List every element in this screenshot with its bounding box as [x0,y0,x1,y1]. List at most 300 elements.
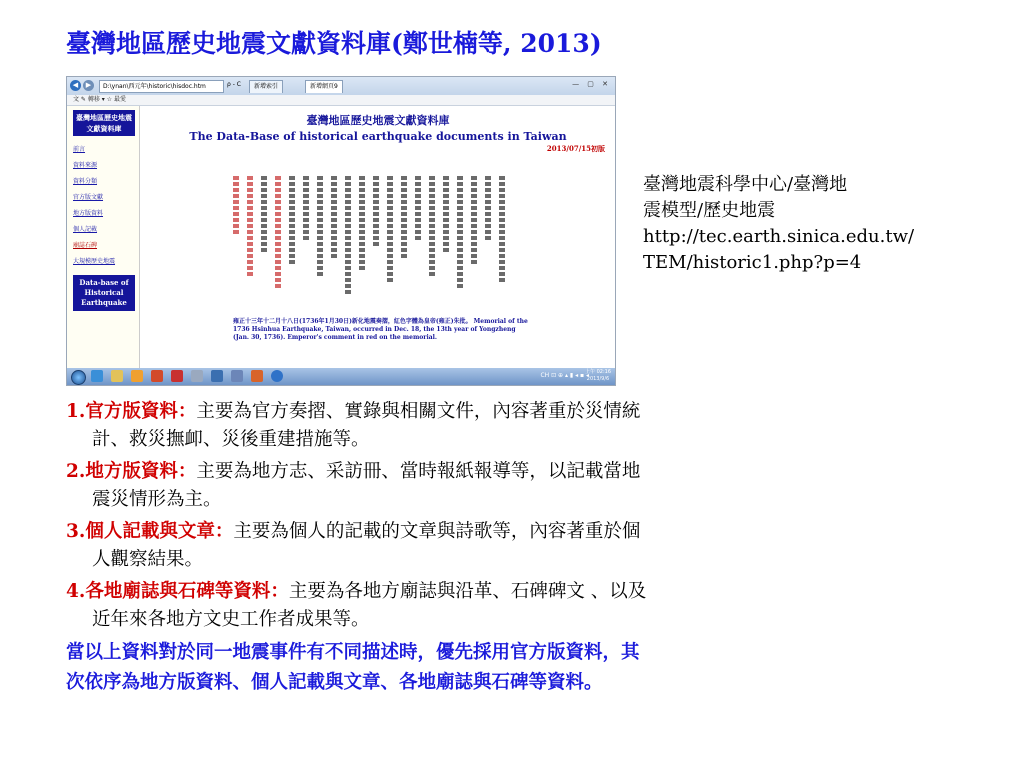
document-script-stroke [443,212,449,216]
document-script-stroke [387,218,393,222]
document-script-stroke [247,194,253,198]
sidebar-item-large-quakes[interactable]: 大規模歷史地震 [73,258,116,265]
document-script-stroke [387,260,393,264]
source-url[interactable]: http://tec.earth.sinica.edu.tw/ [643,226,915,247]
content-caption: 雍正十三年十二月十八日(1736年1月30日)新化地震奏摺，紅色字體為皇帝(雍正)朱批。 Memorial of the 1736 Hsinhua Earthquake, Taiwan, occurred in Dec. 18, the 13th year of Yongzheng (Jan. 30, 1736). Emperor's comment in red on the memorial. [233,318,528,341]
document-script-stroke [345,248,351,252]
content-date: 2013/07/15初版 [546,144,605,153]
item-label: 4.各地廟誌與石碑等資料： [66,581,289,602]
document-script-stroke [345,188,351,192]
document-script-stroke [331,188,337,192]
document-script-stroke [429,218,435,222]
browser-tab-active[interactable]: 新增網頁9 [305,80,343,93]
sidebar-footer: Data-base of Historical Earthquake [73,275,135,311]
document-script-stroke [499,260,505,264]
document-script-stroke [429,242,435,246]
document-script-stroke [359,182,365,186]
document-script-stroke [485,200,491,204]
back-icon[interactable]: ◀ [70,80,81,91]
browser-tab[interactable]: 新增索引 [249,80,283,93]
document-script-stroke [359,248,365,252]
document-script-stroke [233,224,239,228]
document-script-stroke [359,260,365,264]
document-script-stroke [485,230,491,234]
document-script-stroke [247,188,253,192]
document-script-stroke [387,236,393,240]
document-script-stroke [457,224,463,228]
document-script-stroke [317,218,323,222]
app2-icon[interactable] [191,370,203,382]
document-script-stroke [359,236,365,240]
page-content [143,106,613,368]
document-script-stroke [261,188,267,192]
document-script-stroke [457,278,463,282]
document-script-stroke [289,248,295,252]
document-script-stroke [415,176,421,180]
document-script-stroke [415,218,421,222]
document-script-stroke [247,176,253,180]
document-script-stroke [331,206,337,210]
document-script-stroke [289,200,295,204]
document-script-stroke [457,194,463,198]
document-script-stroke [303,200,309,204]
document-script-stroke [261,212,267,216]
document-script-stroke [373,230,379,234]
document-script-stroke [317,194,323,198]
document-script-stroke [289,230,295,234]
item-label: 1.官方版資料： [66,401,197,422]
document-script-stroke [233,182,239,186]
document-script-stroke [373,212,379,216]
sidebar-item-preface[interactable]: 前言 [73,146,86,153]
document-script-stroke [387,272,393,276]
document-script-stroke [247,260,253,264]
document-script-stroke [429,266,435,270]
document-script-stroke [275,176,281,180]
document-script-stroke [485,194,491,198]
document-script-stroke [415,236,421,240]
document-script-stroke [331,182,337,186]
pdf-icon[interactable] [171,370,183,382]
document-script-stroke [289,194,295,198]
document-script-stroke [247,212,253,216]
document-script-stroke [233,200,239,204]
document-script-stroke [247,272,253,276]
sidebar-item-local[interactable]: 地方版資料 [73,210,104,217]
document-script-stroke [401,236,407,240]
document-script-stroke [275,230,281,234]
document-script-stroke [457,182,463,186]
document-script-stroke [317,230,323,234]
document-script-stroke [499,278,505,282]
document-script-stroke [317,188,323,192]
document-script-stroke [373,218,379,222]
document-script-stroke [317,236,323,240]
document-script-stroke [373,194,379,198]
document-script-stroke [331,242,337,246]
document-script-stroke [443,236,449,240]
document-script-stroke [429,224,435,228]
document-script-stroke [275,272,281,276]
document-script-stroke [261,218,267,222]
document-script-stroke [289,188,295,192]
document-script-stroke [345,278,351,282]
document-script-stroke [429,272,435,276]
folder-icon[interactable] [111,370,123,382]
document-script-stroke [485,224,491,228]
clock[interactable] [585,369,611,383]
document-script-stroke [499,272,505,276]
document-script-stroke [429,260,435,264]
app-icon[interactable] [151,370,163,382]
document-script-stroke [401,248,407,252]
document-script-stroke [443,248,449,252]
document-script-stroke [499,248,505,252]
document-script-stroke [261,224,267,228]
document-script-stroke [275,236,281,240]
window-controls[interactable]: — ▢ ✕ [572,80,611,88]
clock-time: 上午 02:16 [585,369,611,375]
document-script-stroke [247,230,253,234]
document-script-stroke [317,182,323,186]
document-script-stroke [429,182,435,186]
document-script-stroke [289,224,295,228]
document-script-stroke [415,212,421,216]
content-title-en: The Data-Base of historical earthquake documents in Taiwan [189,130,567,143]
powerpoint-icon[interactable] [251,370,263,382]
sidebar-item-sources[interactable]: 資料來源 [73,162,98,169]
document-script-stroke [233,188,239,192]
sidebar-item-classification[interactable]: 資料分類 [73,178,98,185]
document-script-stroke [345,260,351,264]
document-script-stroke [345,206,351,210]
app3-icon[interactable] [231,370,243,382]
document-script-stroke [485,188,491,192]
document-script-stroke [415,206,421,210]
document-script-stroke [373,206,379,210]
document-script-stroke [303,236,309,240]
document-script-stroke [359,254,365,258]
document-script-stroke [499,218,505,222]
document-script-stroke [429,236,435,240]
document-script-stroke [317,206,323,210]
browser-titlebar [67,77,615,95]
item-text: 主要為官方奏摺、實錄與相關文件，內容著重於災情統 [196,401,641,422]
document-script-stroke [275,188,281,192]
document-script-stroke [261,194,267,198]
document-script-stroke [289,206,295,210]
document-script-stroke [345,266,351,270]
document-script-stroke [345,212,351,216]
document-script-stroke [233,230,239,234]
item-text: 主要為各地方廟誌與沿革、石碑碑文 、以及 [288,581,647,602]
document-script-stroke [471,176,477,180]
document-script-stroke [401,176,407,180]
sidebar-item-official[interactable]: 官方版文獻 [73,194,104,201]
document-script-stroke [275,200,281,204]
document-script-stroke [373,224,379,228]
document-script-stroke [499,200,505,204]
item-label: 3.個人記載與文章： [66,521,234,542]
sidebar-header: 臺灣地區歷史地震文獻資料庫 [73,110,135,136]
document-script-stroke [429,176,435,180]
document-script-stroke [457,218,463,222]
document-script-stroke [261,242,267,246]
ie-icon[interactable] [91,370,103,382]
document-script-stroke [373,200,379,204]
document-script-stroke [317,200,323,204]
document-script-stroke [289,182,295,186]
document-script-stroke [471,242,477,246]
document-script-stroke [471,200,477,204]
category-list [66,398,966,698]
document-script-stroke [443,188,449,192]
document-script-stroke [247,242,253,246]
document-script-stroke [471,224,477,228]
taskbar [67,368,615,385]
document-script-stroke [499,242,505,246]
document-script-stroke [289,242,295,246]
document-script-stroke [471,248,477,252]
media-icon[interactable] [131,370,143,382]
document-script-stroke [303,212,309,216]
document-script-stroke [471,212,477,216]
document-script-stroke [429,200,435,204]
document-script-stroke [359,188,365,192]
document-script-stroke [233,194,239,198]
document-script-stroke [331,200,337,204]
document-script-stroke [387,230,393,234]
document-script-stroke [345,194,351,198]
document-script-stroke [499,266,505,270]
word-icon[interactable] [211,370,223,382]
document-script-stroke [317,248,323,252]
document-script-stroke [275,284,281,288]
document-script-stroke [359,224,365,228]
document-script-stroke [345,176,351,180]
item-text-cont: 近年來各地方文史工作者成果等。 [92,609,370,630]
document-script-stroke [261,182,267,186]
document-script-stroke [471,236,477,240]
document-script-stroke [303,224,309,228]
document-script-stroke [457,188,463,192]
document-script-stroke [331,248,337,252]
document-script-stroke [345,242,351,246]
document-script-stroke [401,254,407,258]
document-script-stroke [471,218,477,222]
document-script-stroke [359,242,365,246]
document-script-stroke [499,236,505,240]
document-script-stroke [261,200,267,204]
document-script-stroke [289,236,295,240]
document-script-stroke [485,206,491,210]
document-script-stroke [261,230,267,234]
document-script-stroke [415,182,421,186]
document-script-stroke [345,254,351,258]
item-text: 主要為地方志、采訪冊、當時報紙報導等，以記載當地 [196,461,641,482]
document-script-stroke [289,254,295,258]
item-text-cont: 震災情形為主。 [92,489,222,510]
document-script-stroke [415,224,421,228]
document-script-stroke [401,230,407,234]
document-script-stroke [345,230,351,234]
document-script-stroke [429,212,435,216]
system-tray[interactable]: CH ⊡ ⊕ ▴ ▮ ◂ ▪ ◂ [540,372,589,379]
document-script-stroke [317,212,323,216]
document-script-stroke [499,230,505,234]
document-script-stroke [429,230,435,234]
document-script-stroke [387,188,393,192]
list-item [66,398,966,454]
document-script-stroke [457,254,463,258]
document-script-stroke [471,188,477,192]
document-script-stroke [331,176,337,180]
document-script-stroke [485,236,491,240]
document-script-stroke [275,248,281,252]
site-sidebar [67,106,140,368]
document-script-stroke [317,266,323,270]
document-script-stroke [401,194,407,198]
browser-menubar[interactable]: 文 ✎ 轉移 ▾ ☆ 最愛 [67,95,615,106]
document-script-stroke [247,224,253,228]
document-script-stroke [387,176,393,180]
document-script-stroke [275,206,281,210]
document-script-stroke [457,260,463,264]
document-script-stroke [247,236,253,240]
document-script-stroke [303,218,309,222]
document-script-stroke [401,200,407,204]
document-script-stroke [373,242,379,246]
document-script-stroke [331,194,337,198]
document-script-stroke [387,194,393,198]
document-script-stroke [387,200,393,204]
document-script-stroke [331,254,337,258]
document-script-stroke [261,176,267,180]
document-script-stroke [457,242,463,246]
document-script-stroke [233,218,239,222]
list-item [66,458,966,514]
document-script-stroke [275,266,281,270]
document-script-stroke [401,212,407,216]
document-script-stroke [499,176,505,180]
document-script-stroke [485,176,491,180]
list-item [66,578,966,634]
document-script-stroke [429,188,435,192]
document-script-stroke [429,194,435,198]
document-script-stroke [387,278,393,282]
document-script-stroke [499,194,505,198]
document-script-stroke [401,206,407,210]
document-script-stroke [443,200,449,204]
document-script-stroke [247,218,253,222]
document-script-stroke [499,206,505,210]
document-script-stroke [331,212,337,216]
start-button-icon[interactable] [71,370,86,385]
document-script-stroke [303,176,309,180]
document-script-stroke [359,230,365,234]
source-line: 震模型/歷史地震 [643,200,776,221]
item-text: 主要為個人的記載的文章與詩歌等，內容著重於個 [233,521,641,542]
document-script-stroke [359,200,365,204]
document-script-stroke [331,230,337,234]
document-script-stroke [359,194,365,198]
document-script-stroke [457,230,463,234]
source-url[interactable]: TEM/historic1.php?p=4 [643,252,862,273]
document-script-stroke [485,182,491,186]
document-script-stroke [485,218,491,222]
document-script-stroke [317,272,323,276]
document-script-stroke [457,248,463,252]
address-controls[interactable]: ρ - C [227,81,241,88]
document-script-stroke [345,284,351,288]
document-script-stroke [359,266,365,270]
document-script-stroke [387,242,393,246]
sidebar-item-personal[interactable]: 個人記載 [73,226,98,233]
document-script-stroke [275,224,281,228]
list-item [66,518,966,574]
sidebar-item-temple-stele[interactable]: 廟誌石碑 [73,242,98,249]
document-script-stroke [415,230,421,234]
document-script-stroke [401,242,407,246]
document-script-stroke [261,248,267,252]
document-script-stroke [415,200,421,204]
document-script-stroke [401,188,407,192]
document-script-stroke [317,254,323,258]
document-script-stroke [275,212,281,216]
document-script-stroke [387,224,393,228]
document-script-stroke [471,206,477,210]
document-script-stroke [457,212,463,216]
document-script-stroke [443,206,449,210]
document-script-stroke [429,248,435,252]
document-script-stroke [401,182,407,186]
document-script-stroke [275,218,281,222]
document-script-stroke [443,182,449,186]
document-script-stroke [359,206,365,210]
document-script-stroke [289,212,295,216]
document-script-stroke [443,230,449,234]
document-script-stroke [387,248,393,252]
document-script-stroke [359,176,365,180]
document-script-stroke [499,224,505,228]
document-script-stroke [261,236,267,240]
document-script-stroke [247,254,253,258]
document-script-stroke [233,212,239,216]
clock-date: 2013/9/6 [586,376,610,382]
document-script-stroke [443,218,449,222]
document-script-stroke [303,194,309,198]
document-script-stroke [275,254,281,258]
browser-screenshot [66,76,616,386]
forward-icon[interactable]: ▶ [83,80,94,91]
document-script-stroke [317,176,323,180]
document-script-stroke [247,248,253,252]
document-script-stroke [499,254,505,258]
document-script-stroke [457,272,463,276]
document-script-stroke [373,182,379,186]
document-script-stroke [401,218,407,222]
address-bar[interactable]: D:\ynan\西元年\historic\hisdoc.htm [99,80,224,93]
document-script-stroke [387,212,393,216]
document-script-stroke [499,182,505,186]
browser-icon[interactable] [271,370,283,382]
document-script-stroke [317,260,323,264]
document-script-stroke [387,206,393,210]
document-script-stroke [457,206,463,210]
document-script-stroke [275,194,281,198]
document-script-stroke [247,200,253,204]
document-script-stroke [443,176,449,180]
